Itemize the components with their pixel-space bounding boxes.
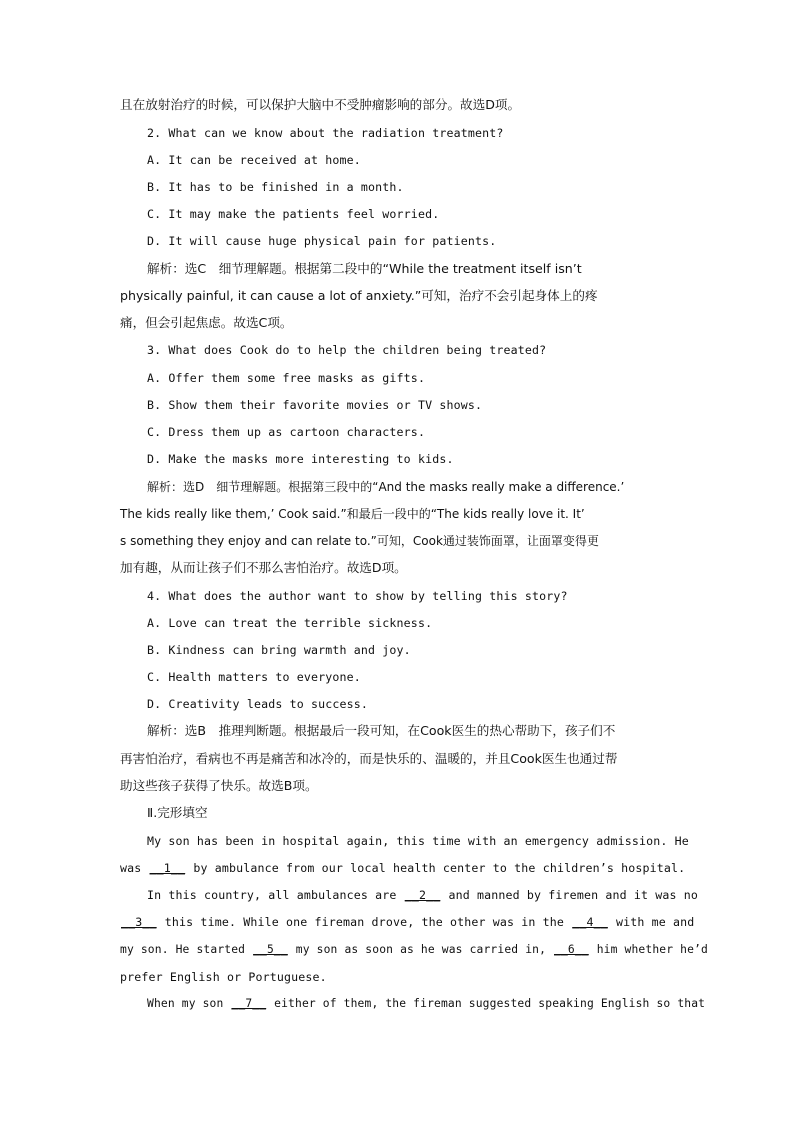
passage-line: my son. He started __5__ my son as soon as he was carried in, __6__ him whether he’d xyxy=(120,943,708,956)
option-d: D. Creativity leads to success. xyxy=(147,697,369,711)
blank-6: __6__ xyxy=(554,943,589,956)
question-2: 2. What can we know about the radiation treatment? xyxy=(147,126,504,140)
analysis-line: 助这些孩子获得了快乐。故选B项。 xyxy=(120,778,318,793)
passage-line: In this country, all ambulances are __2__ and manned by firemen and it was no xyxy=(147,888,699,902)
analysis-line: 解析：选C 细节理解题。根据第二段中的“While the treatment itself isn’t xyxy=(147,261,582,276)
blank-1: __1__ xyxy=(149,861,186,875)
blank-3: __3__ xyxy=(121,915,157,929)
blank-4: __4__ xyxy=(572,915,608,929)
text-line: 且在放射治疗的时候，可以保护大脑中不受肿瘤影响的部分。故选D项。 xyxy=(120,97,521,112)
option-c: C. Dress them up as cartoon characters. xyxy=(147,425,426,439)
passage-line: prefer English or Portuguese. xyxy=(120,970,327,984)
option-a: A. It can be received at home. xyxy=(147,153,361,167)
question-3: 3. What does Cook do to help the children being treated? xyxy=(147,343,547,357)
option-d: D. Make the masks more interesting to kids. xyxy=(147,452,454,466)
option-c: C. It may make the patients feel worried. xyxy=(147,207,440,221)
blank-2: __2__ xyxy=(404,888,441,902)
analysis-line: 解析：选B 推理判断题。根据最后一段可知，在Cook医生的热心帮助下，孩子们不 xyxy=(147,723,616,738)
blank-5: __5__ xyxy=(253,943,288,956)
analysis-line: The kids really like them,’ Cook said.”和最后一段中的“The kids really love it. It’ xyxy=(120,507,585,521)
option-a: A. Love can treat the terrible sickness. xyxy=(147,616,433,630)
analysis-line: 解析：选D 细节理解题。根据第三段中的“And the masks really make a difference.’ xyxy=(147,480,625,494)
passage-line: My son has been in hospital again, this time with an emergency admission. He xyxy=(147,834,689,848)
option-b: B. Show them their favorite movies or TV shows. xyxy=(147,398,483,412)
analysis-line: s something they enjoy and can relate to.”可知，Cook通过装饰面罩，让面罩变得更 xyxy=(120,534,599,548)
passage-line: When my son __7__ either of them, the fireman suggested speaking English so that xyxy=(147,997,706,1010)
option-b: B. It has to be finished in a month. xyxy=(147,180,404,194)
analysis-line: 再害怕治疗，看病也不再是痛苦和冰冷的，而是快乐的、温暖的，并且Cook医生也通过帮 xyxy=(120,751,618,766)
analysis-line: 痛，但会引起焦虑。故选C项。 xyxy=(120,315,293,330)
option-d: D. It will cause huge physical pain for patients. xyxy=(147,234,497,248)
section-heading: Ⅱ.完形填空 xyxy=(147,805,208,820)
analysis-line: 加有趣，从而让孩子们不那么害怕治疗。故选D项。 xyxy=(120,560,407,575)
passage-line: was __1__ by ambulance from our local health center to the children’s hospital. xyxy=(120,861,686,875)
blank-7: __7__ xyxy=(231,997,267,1010)
question-4: 4. What does the author want to show by telling this story? xyxy=(147,589,568,603)
option-a: A. Offer them some free masks as gifts. xyxy=(147,371,426,385)
option-b: B. Kindness can bring warmth and joy. xyxy=(147,643,411,657)
passage-line: __3__ this time. While one fireman drove, the other was in the __4__ with me and xyxy=(121,915,695,929)
analysis-line: physically painful, it can cause a lot of anxiety.”可知，治疗不会引起身体上的疼 xyxy=(120,288,598,303)
option-c: C. Health matters to everyone. xyxy=(147,670,361,684)
